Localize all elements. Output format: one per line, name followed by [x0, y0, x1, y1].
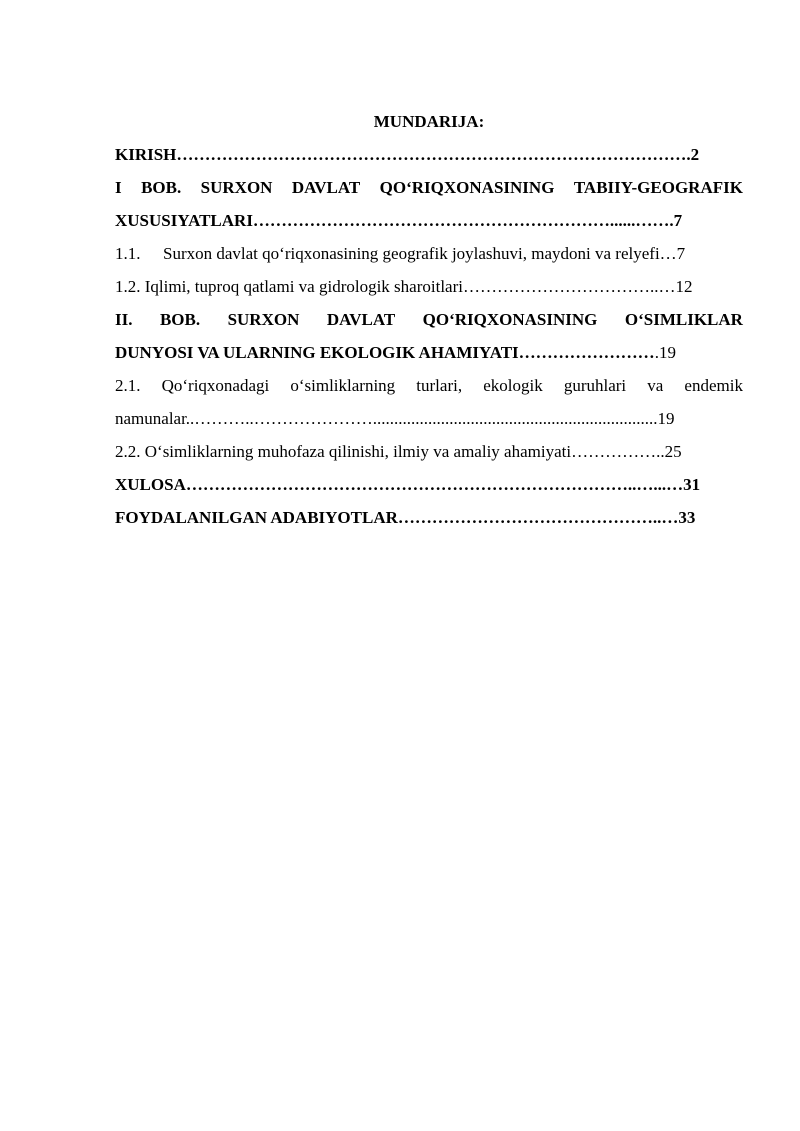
- toc-entry-2-1-line2: namunalar..………..…………………...................................................................19: [115, 409, 675, 428]
- toc-entry-1-1-number: 1.1.: [115, 244, 141, 263]
- toc-entry-bob1-line1: I BOB. SURXON DAVLAT QO‘RIQXONASINING TABIIY-GEOGRAFIK: [115, 178, 743, 197]
- toc-entry-bob2-line2: DUNYOSI VA ULARNING EKOLOGIK AHAMIYATI…………………….19: [115, 343, 676, 362]
- toc-entry-1-1-text: Surxon davlat qo‘riqxonasining geografik joylashuvi, maydoni va relyefi…7: [163, 244, 686, 263]
- table-of-contents: [115, 108, 743, 534]
- toc-entry-2-2: 2.2. O‘simliklarning muhofaza qilinishi, ilmiy va amaliy ahamiyati……………..25: [115, 442, 682, 461]
- toc-entry-bob2: [115, 303, 743, 369]
- toc-entry-kirish: KIRISH……………………………………………………………………………….2: [115, 145, 700, 164]
- toc-entry-bob2-page: .19: [654, 343, 676, 362]
- toc-entry-foydalanilgan-adabiyotlar: FOYDALANILGAN ADABIYOTLAR………………………………………..…33: [115, 508, 696, 527]
- toc-entry-bob2-line1: II. BOB. SURXON DAVLAT QO‘RIQXONASINING O‘SIMLIKLAR: [115, 310, 743, 329]
- toc-entry-xulosa: XULOSA……………………………………………………………………..…...…31: [115, 475, 701, 494]
- toc-entry-1-2: 1.2. Iqlimi, tuproq qatlami va gidrologik sharoitlari……………………………..…12: [115, 277, 693, 296]
- toc-entry-bob1-line2: XUSUSIYATLARI………………………………………………………......…….7: [115, 211, 683, 230]
- toc-entry-2-1-line1: 2.1. Qo‘riqxonadagi o‘simliklarning turlari, ekologik guruhlari va endemik: [115, 376, 743, 395]
- toc-entry-1-1: [115, 237, 743, 270]
- toc-entry-bob1: [115, 171, 743, 237]
- page-title: MUNDARIJA:: [373, 112, 485, 131]
- toc-entry-2-1: [115, 369, 743, 435]
